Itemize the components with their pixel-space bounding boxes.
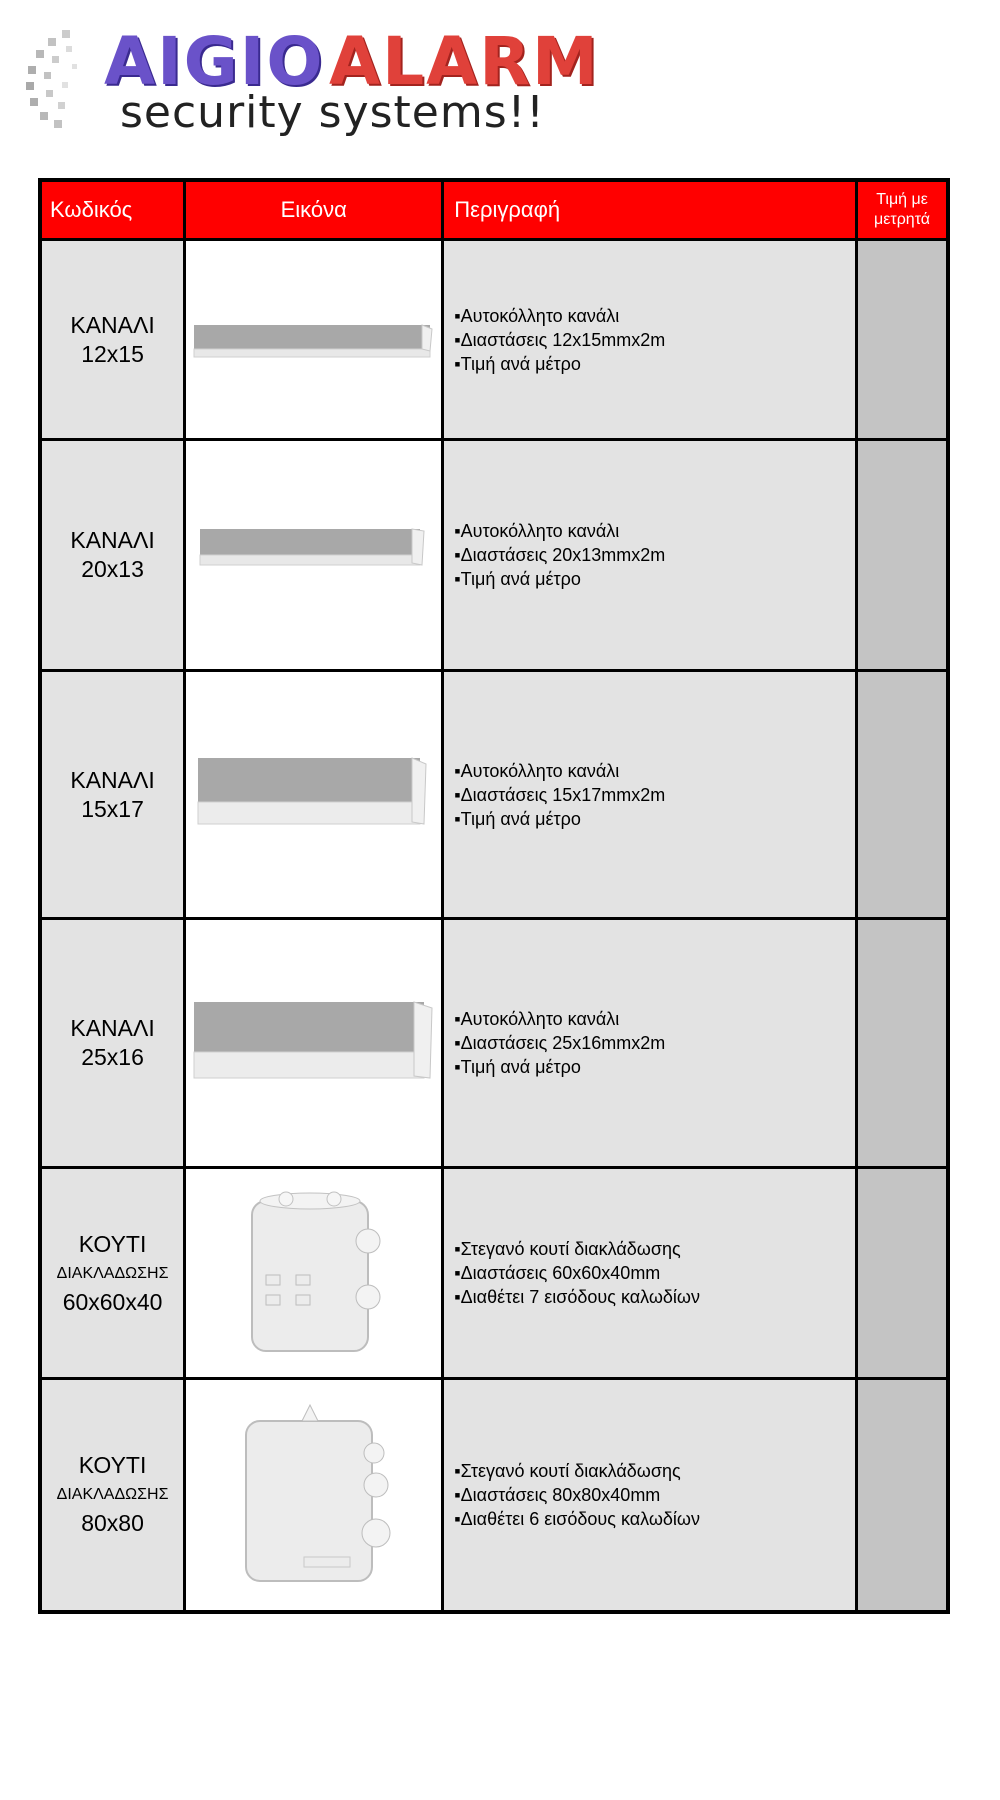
description-line: ▪ Τιμή ανά μέτρο [454,352,855,376]
product-price [857,440,948,671]
logo-swirl-icon [22,24,102,134]
description-line: ▪ Στεγανό κουτί διακλάδωσης [454,1459,855,1483]
header-image: Εικόνα [185,180,443,240]
product-code [40,919,185,1168]
table-header-row [40,180,948,240]
product-code [40,440,185,671]
logo-subtitle: security systems!! [120,87,545,138]
code-line: 15x17 [81,795,144,822]
product-description [443,1168,857,1379]
description-line: ▪ Τιμή ανά μέτρο [454,807,855,831]
trunking-channel-icon [186,922,437,1165]
product-image [185,1168,443,1379]
code-line: ΔΙΑΚΛΑΔΩΣΗΣ [56,1264,169,1282]
product-price [857,1168,948,1379]
product-table [38,178,950,1614]
description-line: ▪ Διαθέτει 6 εισόδους καλωδίων [454,1507,855,1531]
code-line: 60x60x40 [62,1288,163,1315]
table-row [40,1168,948,1379]
product-code [40,240,185,440]
code-line: 20x13 [81,556,144,582]
trunking-channel-icon [186,674,437,916]
product-price [857,240,948,440]
product-description [443,671,857,919]
description-line: ▪ Αυτοκόλλητο κανάλι [454,759,855,783]
description-line: ▪ Διαστάσεις 15x17mmx2m [454,783,855,807]
description-line: ▪ Διαθέτει 7 εισόδους καλωδίων [454,1285,855,1309]
product-code [40,1168,185,1379]
product-image [185,919,443,1168]
code-line: ΚΑΝΑΛΙ [70,527,155,553]
code-line: ΚΑΝΑΛΙ [70,766,155,793]
product-image [185,440,443,671]
description-line: ▪ Διαστάσεις 12x15mmx2m [454,328,855,352]
code-line: ΚΑΝΑΛΙ [70,1015,155,1041]
trunking-channel-icon [186,443,437,668]
product-code [40,1379,185,1612]
header-price: Τιμή με μετρητά [857,180,948,240]
product-description [443,440,857,671]
description-line: ▪ Τιμή ανά μέτρο [454,567,855,591]
junction-box-icon [186,1171,437,1376]
code-line: ΔΙΑΚΛΑΔΩΣΗΣ [56,1486,169,1504]
description-line: ▪ Στεγανό κουτί διακλάδωσης [454,1237,855,1261]
code-line: ΚΑΝΑΛΙ [70,311,155,338]
product-image [185,1379,443,1612]
description-line: ▪ Διαστάσεις 25x16mmx2m [454,1031,855,1055]
description-line: ▪ Αυτοκόλλητο κανάλι [454,304,855,328]
product-description [443,1379,857,1612]
product-price [857,1379,948,1612]
code-line: 25x16 [81,1044,144,1070]
product-description [443,240,857,440]
product-image [185,671,443,919]
header-description: Περιγραφή [443,180,857,240]
table-row [40,671,948,919]
logo-word-aigio: AIGIO [104,23,325,100]
code-line: 12x15 [81,340,144,367]
product-code [40,671,185,919]
junction-box-icon [186,1381,437,1608]
description-line: ▪ Διαστάσεις 60x60x40mm [454,1261,855,1285]
header-code: Κωδικός [40,180,185,240]
logo-word-alarm: ALARM [329,23,600,100]
product-price [857,671,948,919]
table-row [40,240,948,440]
code-line: ΚΟΥΤΙ [78,1230,147,1257]
description-line: ▪ Αυτοκόλλητο κανάλι [454,519,855,543]
company-logo [22,20,600,140]
description-line: ▪ Διαστάσεις 80x80x40mm [454,1483,855,1507]
description-line: ▪ Τιμή ανά μέτρο [454,1055,855,1079]
table-row [40,440,948,671]
product-price [857,919,948,1168]
product-description [443,919,857,1168]
description-line: ▪ Διαστάσεις 20x13mmx2m [454,543,855,567]
trunking-channel-icon [186,243,437,437]
table-row [40,1379,948,1612]
code-line: 80x80 [81,1510,144,1537]
product-image [185,240,443,440]
table-row [40,919,948,1168]
description-line: ▪ Αυτοκόλλητο κανάλι [454,1007,855,1031]
code-line: ΚΟΥΤΙ [78,1452,147,1479]
